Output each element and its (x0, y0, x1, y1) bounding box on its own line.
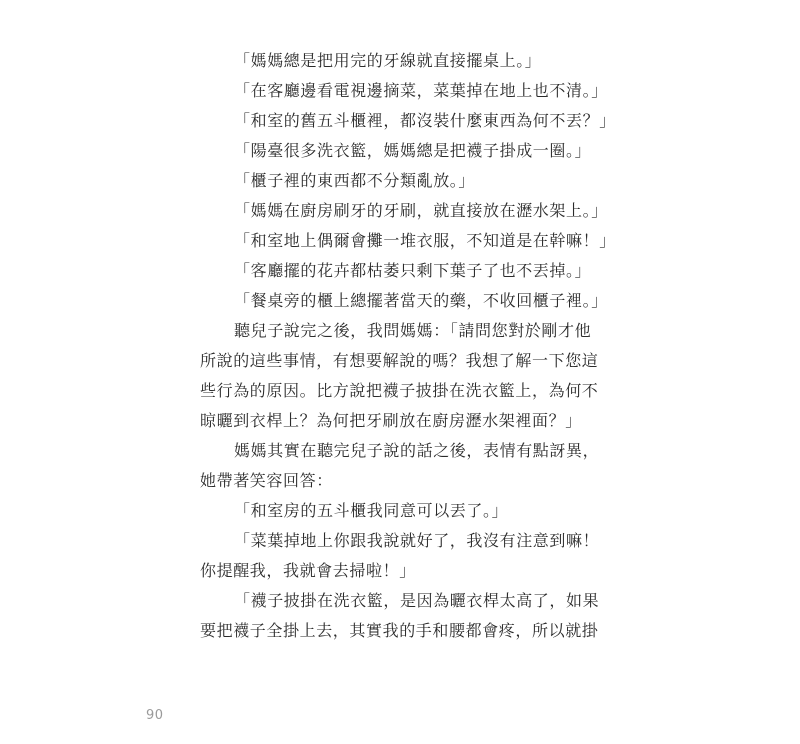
text-line: 「櫃子裡的東西都不分類亂放。」 (234, 171, 476, 190)
text-line: 些行為的原因。比方說把襪子披掛在洗衣籃上，為何不 (200, 381, 599, 400)
text-line: 所說的這些事情，有想要解說的嗎？我想了解一下您這 (200, 351, 599, 370)
page-number: 90 (146, 708, 164, 723)
text-line: 她帶著笑容回答： (200, 471, 333, 490)
text-line: 聽兒子說完之後，我問媽媽：「請問您對於剛才他 (234, 321, 592, 340)
text-line: 「和室地上偶爾會攤一堆衣服，不知道是在幹嘛！」 (234, 231, 616, 250)
text-line: 「媽媽總是把用完的牙線就直接擺桌上。」 (234, 51, 542, 70)
text-line: 「菜葉掉地上你跟我說就好了，我沒有注意到嘛！ (234, 531, 600, 550)
text-line: 「客廳擺的花卉都枯萎只剩下葉子了也不丟掉。」 (234, 261, 592, 280)
text-line: 「在客廳邊看電視邊摘菜，菜葉掉在地上也不清。」 (234, 81, 608, 100)
text-line: 「和室的舊五斗櫃裡，都沒裝什麼東西為何不丟？」 (234, 111, 616, 130)
text-line: 「襪子披掛在洗衣籃，是因為曬衣桿太高了，如果 (234, 591, 600, 610)
text-line: 媽媽其實在聽完兒子說的話之後，表情有點訝異， (234, 441, 600, 460)
text-line: 晾曬到衣桿上？為何把牙刷放在廚房瀝水架裡面？」 (200, 411, 582, 430)
text-line: 「和室房的五斗櫃我同意可以丟了。」 (234, 501, 509, 520)
text-line: 「陽臺很多洗衣籃，媽媽總是把襪子掛成一圈。」 (234, 141, 592, 160)
text-line: 「媽媽在廚房刷牙的牙刷，就直接放在瀝水架上。」 (234, 201, 608, 220)
body-text (200, 46, 620, 646)
text-line: 你提醒我，我就會去掃啦！」 (200, 561, 416, 580)
text-line: 「餐桌旁的櫃上總擺著當天的藥，不收回櫃子裡。」 (234, 291, 608, 310)
text-line: 要把襪子全掛上去，其實我的手和腰都會疼，所以就掛 (200, 621, 599, 640)
